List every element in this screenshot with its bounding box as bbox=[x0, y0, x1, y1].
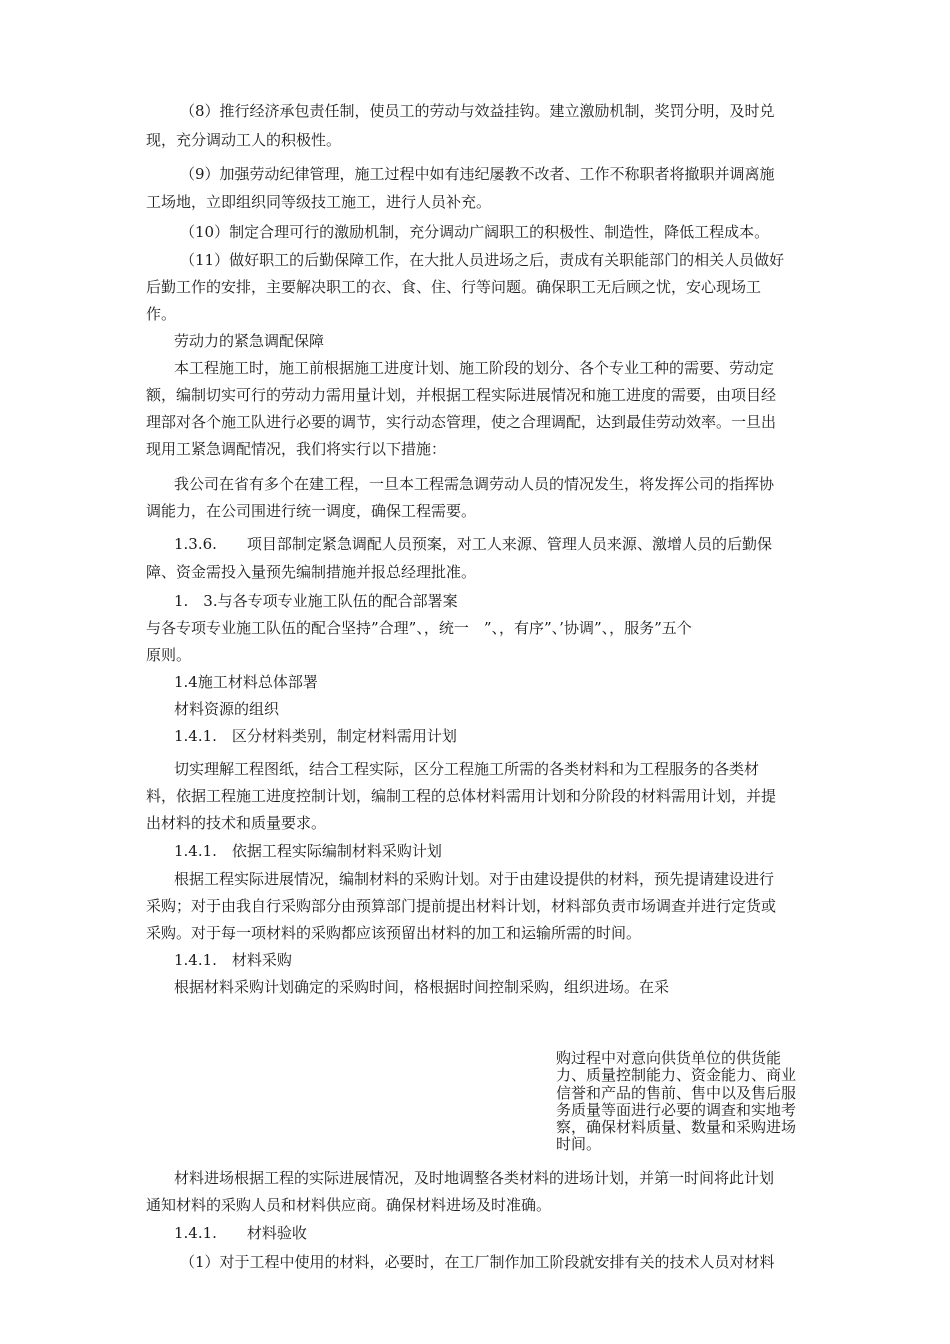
paragraph-line: 通知材料的采购人员和材料供应商。确保材料进场及时准确。 bbox=[146, 1196, 552, 1214]
paragraph-line: 料，依据工程施工进度控制计划，编制工程的总体材料需用计划和分阶段的材料需用计划，并提 bbox=[146, 787, 777, 805]
section-heading: 1.4.1. 材料采购 bbox=[174, 951, 292, 969]
side-text-block bbox=[556, 1050, 816, 1154]
section-heading: 1.4.1. 区分材料类别，制定材料需用计划 bbox=[174, 727, 457, 745]
paragraph-line: （11）做好职工的后勤保障工作，在大批人员进场之后，责成有关职能部门的相关人员做好 bbox=[180, 251, 785, 269]
paragraph-line: 理部对各个施工队进行必要的调节，实行动态管理，使之合理调配，达到最佳劳动效率。一旦出 bbox=[146, 413, 777, 431]
paragraph-line: 原则。 bbox=[146, 646, 192, 664]
section-heading: 1.4.1. 依据工程实际编制材料采购计划 bbox=[174, 842, 442, 860]
paragraph-line: 根据材料采购计划确定的采购时间，格根据时间控制采购，组织进场。在采 bbox=[174, 978, 670, 996]
section-heading: 材料资源的组织 bbox=[174, 700, 280, 718]
section-heading: 劳动力的紧急调配保障 bbox=[174, 332, 325, 350]
paragraph-line: 根据工程实际进展情况，编制材料的采购计划。对于由建设提供的材料，预先提请建设进行 bbox=[174, 870, 775, 888]
paragraph-line: （8）推行经济承包责任制，使员工的劳动与效益挂钩。建立激励机制，奖罚分明，及时兑 bbox=[180, 102, 775, 120]
side-line: 购过程中对意向供货单位的供货能 bbox=[556, 1049, 782, 1067]
paragraph-line: 我公司在省有多个在建工程，一旦本工程需急调劳动人员的情况发生，将发挥公司的指挥协 bbox=[174, 475, 775, 493]
side-line: 时间。 bbox=[556, 1135, 602, 1154]
paragraph-line: （1）对于工程中使用的材料，必要时，在工厂制作加工阶段就安排有关的技术人员对材料 bbox=[180, 1253, 775, 1271]
paragraph-line: 调能力，在公司围进行统一调度，确保工程需要。 bbox=[146, 502, 477, 520]
side-line: 察，确保材料质量、数量和采购进场 bbox=[556, 1118, 797, 1137]
side-line: 信誉和产品的售前、售中以及售后服 bbox=[556, 1083, 797, 1102]
paragraph-line: 现用工紧急调配情况，我们将实行以下措施： bbox=[146, 440, 447, 458]
paragraph-line: 作。 bbox=[146, 305, 177, 323]
paragraph-line: （9）加强劳动纪律管理，施工过程中如有违纪屡教不改者、工作不称职者将撤职并调离施 bbox=[180, 165, 775, 183]
section-heading: 1.4.1. 材料验收 bbox=[174, 1224, 307, 1242]
paragraph-line: 现，充分调动工人的积极性。 bbox=[146, 131, 342, 149]
paragraph-line: 额，编制切实可行的劳动力需用量计划，并根据工程实际进展情况和施工进度的需要，由项目经 bbox=[146, 386, 777, 404]
side-line: 务质量等面进行必要的调查和实地考 bbox=[556, 1100, 797, 1119]
paragraph-line: 本工程施工时，施工前根据施工进度计划、施工阶段的划分、各个专业工种的需要、劳动定 bbox=[174, 359, 775, 377]
section-heading: 1.4施工材料总体部署 bbox=[174, 673, 318, 691]
paragraph-line: 切实理解工程图纸，结合工程实际，区分工程施工所需的各类材料和为工程服务的各类材 bbox=[174, 760, 760, 778]
paragraph-line: （10）制定合理可行的激励机制，充分调动广阔职工的积极性、制造性，降低工程成本。 bbox=[180, 223, 770, 241]
paragraph-line: 采购；对于由我自行采购部分由预算部门提前提出材料计划，材料部负责市场调查并进行定货或 bbox=[146, 897, 777, 915]
paragraph-line: 障、资金需投入量预先编制措施并报总经理批准。 bbox=[146, 563, 477, 581]
paragraph-line: 材料进场根据工程的实际进展情况，及时地调整各类材料的进场计划，并第一时间将此计划 bbox=[174, 1169, 775, 1187]
paragraph-line: 采购。对于每一项材料的采购都应该预留出材料的加工和运输所需的时间。 bbox=[146, 924, 642, 942]
side-line: 力、质量控制能力、资金能力、商业 bbox=[556, 1066, 797, 1085]
paragraph-line: 工场地，立即组织同等级技工施工，进行人员补充。 bbox=[146, 193, 492, 211]
paragraph-line: 出材料的技术和质量要求。 bbox=[146, 814, 327, 832]
paragraph-line: 后勤工作的安排，主要解决职工的衣、食、住、行等问题。确保职工无后顾之忧，安心现场工 bbox=[146, 278, 762, 296]
section-heading: 1. 3.与各专项专业施工队伍的配合部署案 bbox=[174, 592, 458, 610]
paragraph-line: 1.3.6. 项目部制定紧急调配人员预案，对工人来源、管理人员来源、激增人员的后勤保 bbox=[174, 535, 772, 553]
paragraph-line: 与各专项专业施工队伍的配合坚持”合理”、，统一 ”、，有序”、’协调”、，服务”五个 bbox=[146, 619, 692, 637]
